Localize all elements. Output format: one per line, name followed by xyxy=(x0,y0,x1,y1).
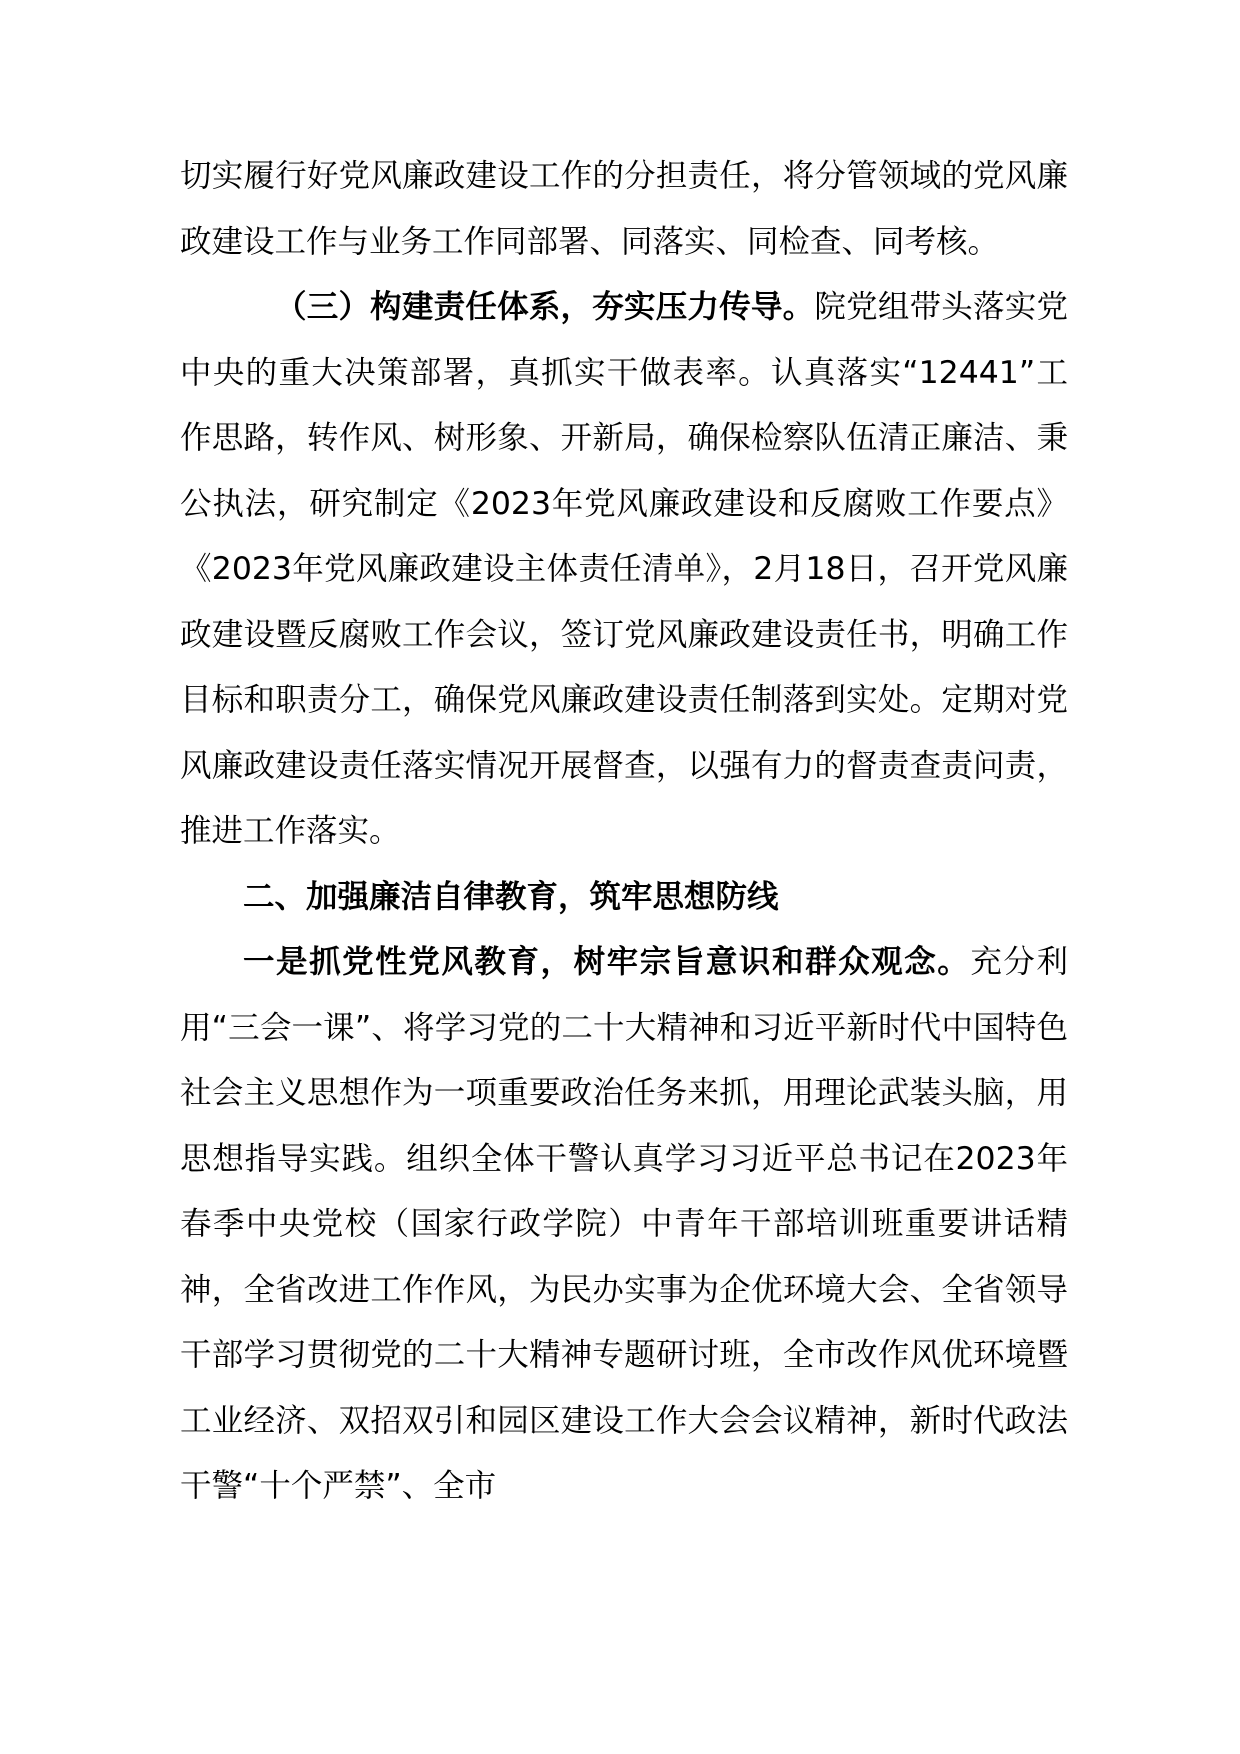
section-heading xyxy=(180,865,1068,931)
paragraph-body: 切实履行好党风廉政建设工作的分担责任，将分管领域的党风廉政建设工作与业务工作同部署、同落实、同检查、同考核。 xyxy=(180,158,1068,260)
paragraph-body: 院党组带头落实党中央的重大决策部署，真抓实干做表率。认真落实“12441”工作思路，转作风、树形象、开新局，确保检察队伍清正廉洁、秉公执法，研究制定《2023年党风廉政建设和反腐败工作要点》《2023年党风廉政建设主体责任清单》，2月18日，召开党风廉政建设暨反腐败工作会议，签订党风廉政建设责任书，明确工作目标和职责分工，确保党风廉政建设责任制落到实处。定期对党风廉政建设责任落实情况开展督查，以强有力的督责查责问责，推进工作落实。 xyxy=(180,289,1068,849)
paragraph-body: 充分利用“三会一课”、将学习党的二十大精神和习近平新时代中国特色社会主义思想作为一项重要政治任务来抓，用理论武装头脑，用思想指导实践。组织全体干警认真学习习近平总书记在2023年春季中央党校（国家行政学院）中青年干部培训班重要讲话精神，全省改进工作作风，为民办实事为企优环境大会、全省领导干部学习贯彻党的二十大精神专题研讨班，全市改作风优环境暨工业经济、双招双引和园区建设工作大会会议精神，新时代政法干警“十个严禁”、全市 xyxy=(180,944,1068,1504)
paragraph-lead: （三）构建责任体系，夯实压力传导。 xyxy=(275,289,815,325)
paragraph-responsibility-system xyxy=(180,275,1068,865)
document-body xyxy=(180,144,1068,1520)
paragraph-continuation xyxy=(180,144,1068,275)
paragraph-party-education xyxy=(180,930,1068,1520)
paragraph-lead: 一是抓党性党风教育，树牢宗旨意识和群众观念。 xyxy=(243,944,971,980)
section-heading-text: 二、加强廉洁自律教育，筑牢思想防线 xyxy=(243,878,779,915)
